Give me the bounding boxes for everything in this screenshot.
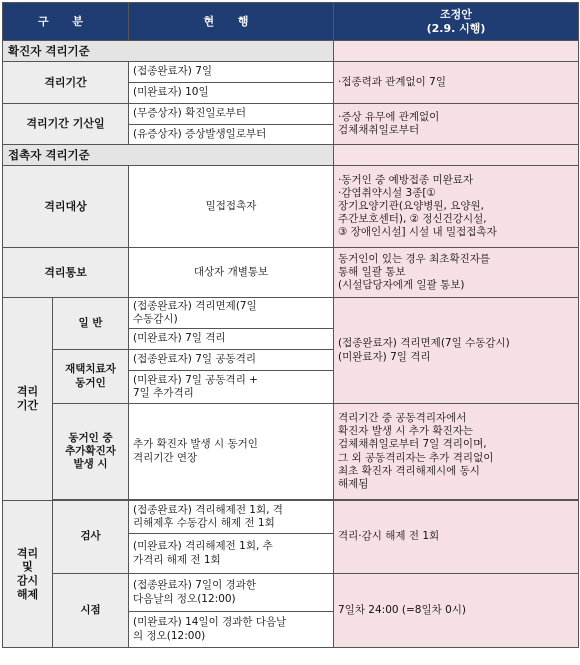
header-row xyxy=(3,3,579,41)
table-row xyxy=(3,298,579,329)
table-row xyxy=(3,248,579,298)
header-adjusted-title: 조정안 xyxy=(440,7,472,21)
cell-current: 추가 확진자 발생 시 동거인 격리기간 연장 xyxy=(129,404,334,500)
section-blank xyxy=(334,41,579,62)
section-title-confirmed: 확진자 격리기준 xyxy=(3,41,334,62)
section-blank xyxy=(334,145,579,166)
cell-current: (접종완료자) 격리해제전 1회, 격 리해제후 수동감시 해제 전 1회 xyxy=(129,501,334,534)
cell-adjusted: 동거인이 있는 경우 최초확진자를 통해 일괄 통보 (시설담당자에게 일괄 통보) xyxy=(334,248,579,298)
cell-current: (접종완료자) 격리면제(7일 수동감시) xyxy=(129,298,334,329)
table-row xyxy=(3,574,579,612)
table-row xyxy=(3,166,579,248)
cell-current: (미완료자) 7일 격리 xyxy=(129,329,334,350)
table-row xyxy=(3,404,579,500)
header-adjusted-date: (2.9. 시행) xyxy=(426,21,486,35)
cell-adjusted: 격리·감시 해제 전 1회 xyxy=(334,501,579,574)
cell-adjusted: 7일차 24:00 (=8일차 0시) xyxy=(334,574,579,648)
sub-label-additional: 동거인 중 추가확진자 발생 시 xyxy=(53,404,129,500)
cell-adjusted: (접종완료자) 격리면제(7일 수동감시) (미완료자) 7일 격리 xyxy=(334,298,579,404)
sub-label-home-care: 재택치료자 동거인 xyxy=(53,350,129,404)
sub-label-general: 일 반 xyxy=(53,298,129,350)
row-label-quarantine-period: 격리 기간 xyxy=(3,298,53,501)
cell-current: 밀접접촉자 xyxy=(129,166,334,248)
cell-current: (유증상자) 증상발생일로부터 xyxy=(129,125,334,145)
section-title-contacts: 접촉자 격리기준 xyxy=(3,145,334,166)
cell-current: (미완료자) 7일 공동격리 + 7일 추가격리 xyxy=(129,371,334,404)
cell-current: (미완료자) 10일 xyxy=(129,83,334,104)
header-adjusted xyxy=(334,3,579,41)
table-row xyxy=(3,104,579,125)
row-label-notice: 격리통보 xyxy=(3,248,129,298)
row-label-release: 격리 및 감시 해제 xyxy=(3,501,53,648)
cell-adjusted: ·동거인 중 예방접종 미완료자 ·감염취약시설 3종[① 장기요양기관(요양병원, 요양원, 주간보호센터), ② 정신건강시설, ③ 장애인시설] 시설 내 밀접접촉자 xyxy=(334,166,579,248)
cell-adjusted: 격리기간 중 공동격리자에서 확진자 발생 시 추가 확진자는 검체채취일로부터 7일 격리이며, 그 외 공동격리자는 추가 격리없이 최초 확진자 격리해제시에 동시 해제됨 xyxy=(334,404,579,500)
row-label-start-date: 격리기간 기산일 xyxy=(3,104,129,145)
cell-current: (접종완료자) 7일 xyxy=(129,62,334,83)
cell-current: (미완료자) 격리해제전 1회, 추 가격리 해제 전 1회 xyxy=(129,534,334,574)
cell-current: 대상자 개별통보 xyxy=(129,248,334,298)
header-category: 구 분 xyxy=(3,3,129,41)
sub-label-test: 검사 xyxy=(53,501,129,574)
cell-adjusted: ·접종력과 관계없이 7일 xyxy=(334,62,579,104)
table-row xyxy=(3,62,579,83)
cell-current: (접종완료자) 7일 공동격리 xyxy=(129,350,334,371)
cell-current: (접종완료자) 7일이 경과한 다음날의 정오(12:00) xyxy=(129,574,334,612)
section-row xyxy=(3,145,579,166)
cell-adjusted: ·증상 유무에 관계없이 검체채취일로부터 xyxy=(334,104,579,145)
row-label-period: 격리기간 xyxy=(3,62,129,104)
header-current: 현 행 xyxy=(129,3,334,41)
section-row xyxy=(3,41,579,62)
sub-label-timing: 시점 xyxy=(53,574,129,648)
quarantine-table xyxy=(2,2,579,648)
cell-current: (미완료자) 14일이 경과한 다음날 의 정오(12:00) xyxy=(129,612,334,648)
cell-current: (무증상자) 확진일로부터 xyxy=(129,104,334,125)
row-label-target: 격리대상 xyxy=(3,166,129,248)
table-row xyxy=(3,501,579,534)
